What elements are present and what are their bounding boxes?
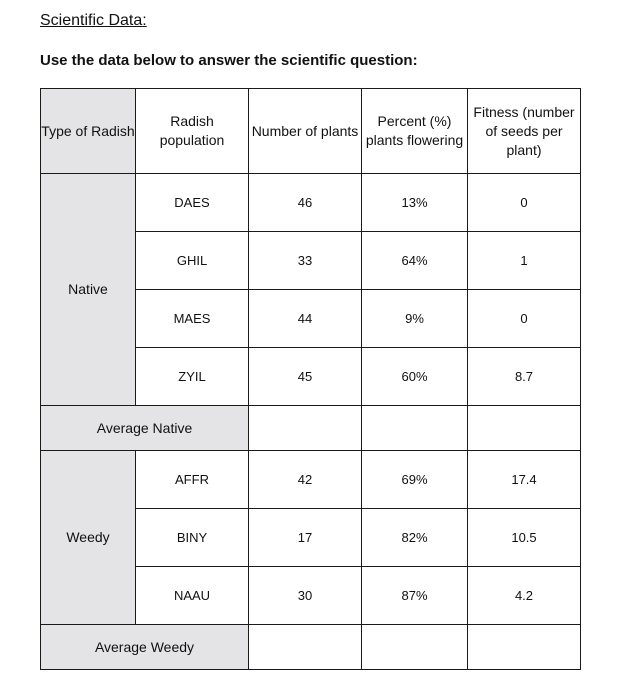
average-native-label: Average Native	[41, 406, 249, 451]
fitness-cell: 0	[468, 174, 581, 232]
population-cell: AFFR	[136, 451, 249, 509]
section-title-text: Scientific Data	[40, 12, 143, 29]
instruction-text: Use the data below to answer the scientific question:	[40, 52, 418, 69]
population-cell: ZYIL	[136, 348, 249, 406]
header-radish-population: Radish population	[136, 89, 249, 174]
header-number-of-plants: Number of plants	[249, 89, 362, 174]
fitness-cell: 8.7	[468, 348, 581, 406]
fitness-cell: 1	[468, 232, 581, 290]
group-label-native: Native	[41, 174, 136, 406]
percent-cell: 82%	[362, 509, 468, 567]
population-cell: MAES	[136, 290, 249, 348]
number-cell: 33	[249, 232, 362, 290]
fitness-cell: 4.2	[468, 567, 581, 625]
table-row	[41, 451, 581, 509]
average-native-fitness-cell	[468, 406, 581, 451]
percent-cell: 60%	[362, 348, 468, 406]
average-native-row	[41, 406, 581, 451]
average-weedy-fitness-cell	[468, 625, 581, 670]
table-row	[41, 174, 581, 232]
header-type-of-radish: Type of Radish	[41, 89, 136, 174]
population-cell: DAES	[136, 174, 249, 232]
percent-cell: 64%	[362, 232, 468, 290]
average-native-number-cell	[249, 406, 362, 451]
average-weedy-row	[41, 625, 581, 670]
average-weedy-number-cell	[249, 625, 362, 670]
population-cell: BINY	[136, 509, 249, 567]
header-fitness: Fitness (number of seeds per plant)	[468, 89, 581, 174]
average-native-percent-cell	[362, 406, 468, 451]
header-percent-flowering: Percent (%) plants flowering	[362, 89, 468, 174]
average-weedy-label: Average Weedy	[41, 625, 249, 670]
fitness-cell: 0	[468, 290, 581, 348]
radish-data-table	[40, 88, 581, 670]
group-label-weedy: Weedy	[41, 451, 136, 625]
section-title-colon: :	[142, 12, 147, 29]
section-title	[40, 12, 147, 30]
population-cell: GHIL	[136, 232, 249, 290]
fitness-cell: 10.5	[468, 509, 581, 567]
population-cell: NAAU	[136, 567, 249, 625]
table-header-row	[41, 89, 581, 174]
percent-cell: 13%	[362, 174, 468, 232]
percent-cell: 69%	[362, 451, 468, 509]
number-cell: 17	[249, 509, 362, 567]
number-cell: 46	[249, 174, 362, 232]
number-cell: 30	[249, 567, 362, 625]
number-cell: 42	[249, 451, 362, 509]
average-weedy-percent-cell	[362, 625, 468, 670]
fitness-cell: 17.4	[468, 451, 581, 509]
number-cell: 44	[249, 290, 362, 348]
percent-cell: 87%	[362, 567, 468, 625]
number-cell: 45	[249, 348, 362, 406]
percent-cell: 9%	[362, 290, 468, 348]
